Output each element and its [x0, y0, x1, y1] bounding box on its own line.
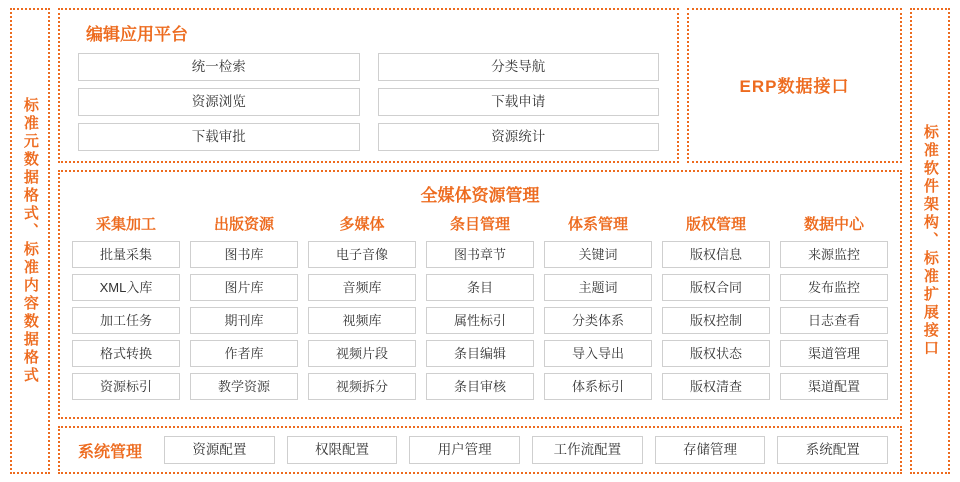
right-standards-label: 标准软件架构、标准扩展接口 [921, 124, 939, 358]
edit-platform-title: 编辑应用平台 [86, 25, 188, 44]
media-item[interactable]: 发布监控 [780, 274, 888, 301]
media-item[interactable]: 加工任务 [72, 307, 180, 334]
media-item[interactable]: 教学资源 [190, 373, 298, 400]
media-column-taxonomy [544, 213, 652, 409]
media-item[interactable]: 日志查看 [780, 307, 888, 334]
system-management-item[interactable]: 用户管理 [409, 436, 520, 464]
system-management-item[interactable]: 存储管理 [655, 436, 766, 464]
media-item[interactable]: 期刊库 [190, 307, 298, 334]
media-item[interactable]: 分类体系 [544, 307, 652, 334]
system-management-item[interactable]: 资源配置 [164, 436, 275, 464]
media-column-header: 出版资源 [213, 216, 274, 233]
media-item[interactable]: 作者库 [190, 340, 298, 367]
media-column-entry [426, 213, 534, 409]
media-item[interactable]: 版权合同 [662, 274, 770, 301]
top-row [58, 8, 902, 163]
edit-platform-item[interactable]: 资源统计 [378, 123, 660, 151]
erp-interface-panel [687, 8, 902, 163]
edit-platform-grid [72, 53, 665, 151]
media-item[interactable]: 体系标引 [544, 373, 652, 400]
system-management-title: 系统管理 [78, 443, 143, 461]
media-item[interactable]: 版权状态 [662, 340, 770, 367]
media-item[interactable]: 条目审核 [426, 373, 534, 400]
media-resource-management-title: 全媒体资源管理 [420, 186, 540, 205]
media-item[interactable]: XML入库 [72, 274, 180, 301]
left-standards-label: 标准元数据格式、标准内容数据格式 [21, 97, 39, 385]
media-item[interactable]: 音频库 [308, 274, 416, 301]
media-item[interactable]: 渠道管理 [780, 340, 888, 367]
media-item[interactable]: 图片库 [190, 274, 298, 301]
media-column-header: 采集加工 [95, 216, 156, 233]
media-item[interactable]: 主题词 [544, 274, 652, 301]
media-item[interactable]: 视频拆分 [308, 373, 416, 400]
media-column-header: 条目管理 [449, 216, 510, 233]
edit-platform-item[interactable]: 分类导航 [378, 53, 660, 81]
center-column [58, 8, 902, 474]
media-item[interactable]: 条目编辑 [426, 340, 534, 367]
media-column-header: 体系管理 [567, 216, 628, 233]
media-column-copyright [662, 213, 770, 409]
system-management-item[interactable]: 权限配置 [287, 436, 398, 464]
media-item[interactable]: 来源监控 [780, 241, 888, 268]
media-column-header: 数据中心 [803, 216, 864, 233]
media-item[interactable]: 导入导出 [544, 340, 652, 367]
left-standards-bar [10, 8, 50, 474]
system-management-panel [58, 426, 902, 474]
right-standards-bar [910, 8, 950, 474]
system-management-items [164, 436, 888, 464]
edit-platform-panel [58, 8, 679, 163]
media-columns [72, 213, 888, 409]
edit-platform-item[interactable]: 资源浏览 [78, 88, 360, 116]
media-column-publishing [190, 213, 298, 409]
media-item[interactable]: 版权清查 [662, 373, 770, 400]
edit-platform-item[interactable]: 下载申请 [378, 88, 660, 116]
media-item[interactable]: 批量采集 [72, 241, 180, 268]
media-item[interactable]: 图书章节 [426, 241, 534, 268]
erp-interface-label: ERP数据接口 [739, 77, 850, 96]
media-column-multimedia [308, 213, 416, 409]
media-item[interactable]: 格式转换 [72, 340, 180, 367]
system-management-item[interactable]: 工作流配置 [532, 436, 643, 464]
media-item[interactable]: 条目 [426, 274, 534, 301]
media-item[interactable]: 属性标引 [426, 307, 534, 334]
media-item[interactable]: 电子音像 [308, 241, 416, 268]
media-column-header: 版权管理 [685, 216, 746, 233]
media-item[interactable]: 资源标引 [72, 373, 180, 400]
media-column-data-center [780, 213, 888, 409]
media-column-header: 多媒体 [339, 216, 385, 233]
media-item[interactable]: 版权信息 [662, 241, 770, 268]
system-management-item[interactable]: 系统配置 [777, 436, 888, 464]
media-item[interactable]: 版权控制 [662, 307, 770, 334]
media-item[interactable]: 视频片段 [308, 340, 416, 367]
media-item[interactable]: 关键词 [544, 241, 652, 268]
media-resource-management-panel [58, 170, 902, 419]
edit-platform-item[interactable]: 统一检索 [78, 53, 360, 81]
media-column-collection [72, 213, 180, 409]
media-item[interactable]: 视频库 [308, 307, 416, 334]
edit-platform-item[interactable]: 下载审批 [78, 123, 360, 151]
media-item[interactable]: 图书库 [190, 241, 298, 268]
media-item[interactable]: 渠道配置 [780, 373, 888, 400]
